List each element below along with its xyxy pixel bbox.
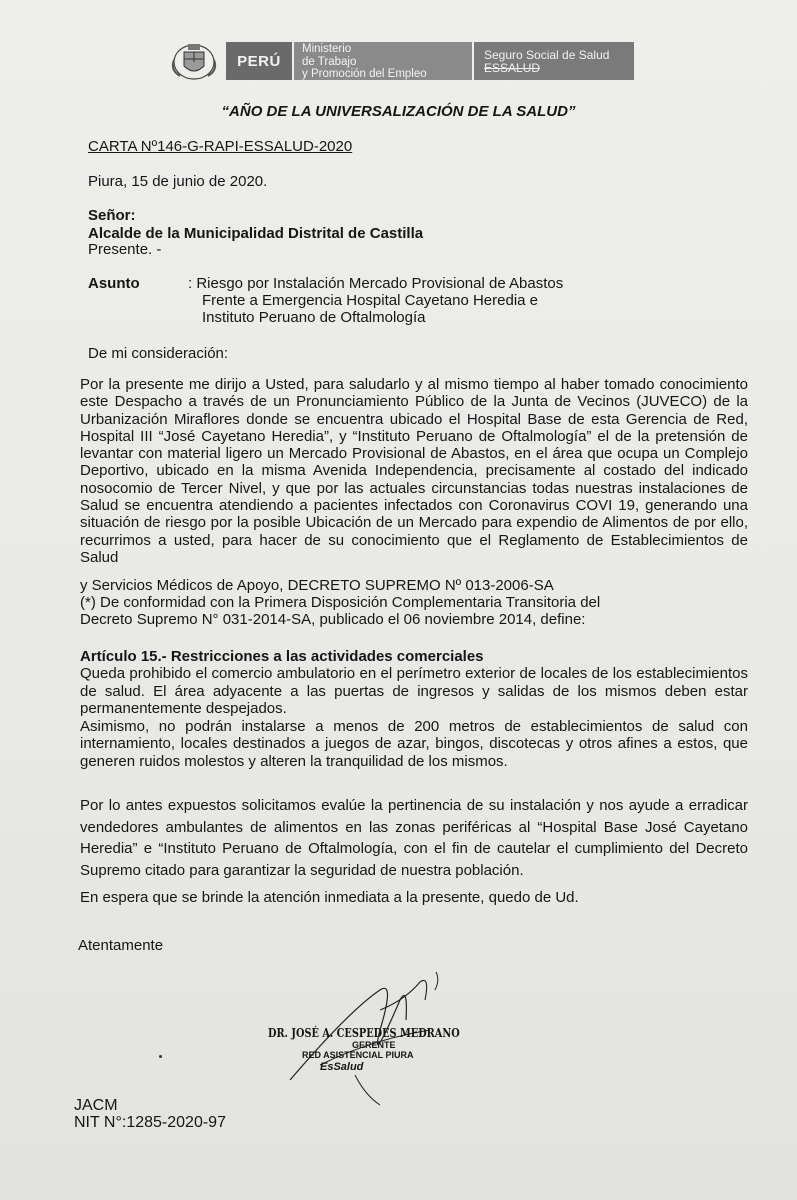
essalud-label: Seguro Social de Salud ESSALUD	[474, 42, 634, 80]
nit-number: NIT N°:1285-2020-97	[74, 1114, 226, 1131]
article-title: Artículo 15.- Restricciones a las actividades comerciales	[80, 648, 484, 665]
essalud-stamp-logo: EsSalud	[320, 1061, 364, 1073]
paragraph-3: Por lo antes expuestos solicitamos evalúe la pertinencia de su instalación y nos ayude a erradicar vendedores ambulantes de alimentos en las zonas periféricas al “Hospital Base José Cayetano Heredia” e “Instituto Peruano de Oftalmología, con el fin de cautelar el cumplimiento del Decreto Supremo citado para garantizar la seguridad de nuestra población.	[80, 797, 748, 879]
paragraph-1-line-b: (*) De conformidad con la Primera Disposición Complementaria Transitoria del	[80, 594, 601, 611]
closing: Atentamente	[78, 937, 164, 954]
signatory-org: RED ASISTENCIAL PIURA	[302, 1050, 414, 1060]
consideracion: De mi consideración:	[88, 345, 229, 362]
recipient-title: Alcalde de la Municipalidad Distrital de Castilla	[88, 225, 424, 242]
paragraph-1-line-a: y Servicios Médicos de Apoyo, DECRETO SUPREMO Nº 013-2006-SA	[80, 577, 554, 594]
closing-request: En espera que se brinde la atención inmediata a la presente, quedo de Ud.	[80, 889, 579, 906]
asunto-label: Asunto	[88, 275, 140, 292]
paragraph-1-line-c: Decreto Supremo N° 031-2014-SA, publicado el 06 noviembre 2014, define:	[80, 611, 586, 628]
paragraph-1: Por la presente me dirijo a Usted, para saludarlo y al mismo tiempo al haber tomado conocimiento este Despacho a través de un Pronunciamiento Público de la Junta de Vecinos (JUVECO) de la Urbanización Miraflores donde se encuentra ubicado el Hospital Base de esta Gerencia de Red, Hospital III “José Cayetano Heredia”, y “Instituto Peruano de Oftalmología” el de la pretensión de levantar con material ligero un Mercado Provisional de Abastos, en el área que ocupa un Complejo Deportivo, ubicado en la misma Avenida Independencia, precisamente al costado del indicado nosocomio de Tercer Nivel, y que por las actuales circunstancias todas nuestras instalaciones de Salud se encuentra atendiendo a pacientes infectados con Coronavirus COVI 19, generando una situación de riesgo por la posible Ubicación de un Mercado para expendio de Alimentos de por ello, recurrimos a usted, para hacer de su conocimiento que el Reglamento de Establecimientos de Salud	[80, 376, 748, 566]
year-title: “AÑO DE LA UNIVERSALIZACIÓN DE LA SALUD”	[221, 103, 576, 120]
signatory-name: DR. JOSÉ A. CESPEDES MEDRANO	[268, 1025, 460, 1040]
asunto-text: : Riesgo por Instalación Mercado Provisional de Abastos Frente a Emergencia Hospital Cayetano Heredia e Instituto Peruano de Oftalmología	[188, 275, 564, 326]
initials: JACM	[74, 1097, 118, 1114]
coat-of-arms-icon	[168, 40, 220, 82]
signatory-role: GERENTE	[352, 1040, 396, 1050]
letterhead	[168, 40, 640, 82]
ministerio-label: Ministerio de Trabajo y Promoción del Empleo	[294, 42, 472, 80]
peru-label: PERÚ	[226, 42, 292, 80]
article-text: Queda prohibido el comercio ambulatorio en el perímetro exterior de locales de los establecimientos de salud. El área adyacente a las puertas de ingresos y salidas de los mismos deben estar permanentemente despejados. Asimismo, no podrán instalarse a menos de 200 metros de establecimientos de salud con internamiento, locales destinados a juegos de azar, bingos, discotecas y otros afines a estos, que generen ruidos molestos y alteren la tranquilidad de los mismos.	[80, 665, 748, 770]
presente: Presente. -	[88, 241, 162, 258]
salutation: Señor:	[88, 207, 136, 224]
page-mark	[159, 1055, 162, 1058]
carta-number: CARTA Nº146-G-RAPI-ESSALUD-2020	[88, 138, 353, 155]
letter-date: Piura, 15 de junio de 2020.	[88, 173, 268, 190]
